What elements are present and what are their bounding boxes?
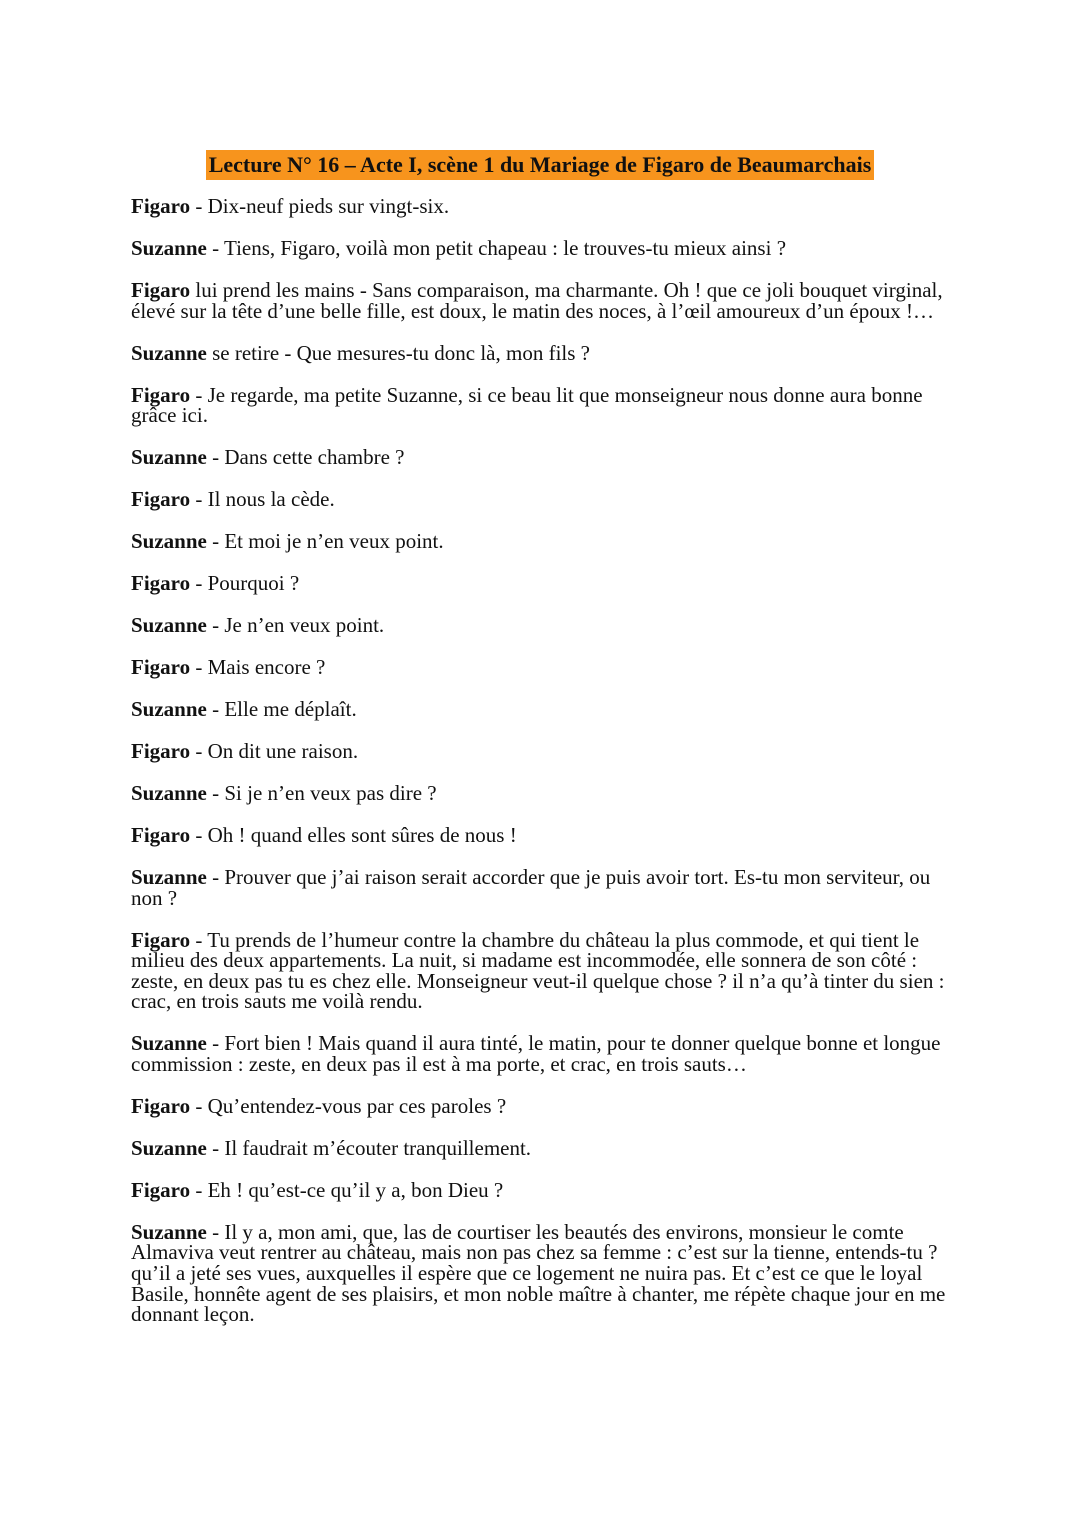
line-text: - Elle me déplaît. (206, 697, 357, 722)
line-text: - Qu’entendez-vous par ces paroles ? (190, 1093, 507, 1118)
speaker-name: Suzanne (131, 613, 207, 638)
speaker-name: Figaro (131, 1177, 191, 1202)
dialogue-line (131, 615, 946, 636)
line-text: - Et moi je n’en veux point. (206, 529, 444, 554)
document-title: Lecture N° 16 – Acte I, scène 1 du Mariage de Figaro de Beaumarchais (206, 150, 875, 180)
dialogue-line (131, 1093, 946, 1118)
dialogue-line (131, 927, 946, 1014)
line-text: - Dans cette chambre ? (206, 445, 405, 470)
speaker-name: Figaro (131, 194, 191, 218)
speaker-name: Suzanne (131, 529, 207, 554)
dialogue-line (131, 340, 946, 365)
speaker-name: Suzanne (131, 445, 207, 470)
line-text: - Dix-neuf pieds sur vingt-six. (190, 194, 450, 218)
line-text: - Prouver que j’ai raison serait accorder que je puis avoir tort. Es-tu mon serviteur, ou non ? (131, 864, 931, 910)
line-text: se retire - Que mesures-tu donc là, mon fils ? (206, 340, 590, 365)
speaker-name: Suzanne (131, 1135, 207, 1160)
dialogue-line (131, 864, 946, 910)
dialogue-line (131, 447, 946, 468)
line-text: - Fort bien ! Mais quand il aura tinté, le matin, pour te donner quelque bonne et longue commission : zeste, en deux pas il est à ma porte, et crac, en trois sauts… (131, 1031, 941, 1076)
title-container (0, 150, 1080, 180)
speaker-name: Suzanne (131, 340, 207, 365)
line-text: - Eh ! qu’est-ce qu’il y a, bon Dieu ? (190, 1177, 504, 1202)
line-text: - Tu prends de l’humeur contre la chambre du château la plus commode, et qui tient le milieu des deux appartements. La nuit, si madame est incommodée, elle sonnera de son côté : zeste, en deux pas tu es chez elle. Monseigneur veut-il quelque chose ? il n’a qu’à tinter du sien : crac, en trois sauts me voilà rendu. (131, 927, 945, 1014)
line-text: - Si je n’en veux pas dire ? (206, 780, 437, 805)
speaker-name: Figaro (131, 822, 191, 847)
speaker-name: Figaro (131, 1093, 191, 1118)
dialogue-line (131, 741, 946, 762)
line-text: - Il y a, mon ami, que, las de courtiser les beautés des environs, monsieur le comte Almaviva veut rentrer au château, mais non pas chez sa femme : c’est sur la tienne, entends-tu ? qu’il a jeté ses vues, auxquelles il espère que ce logement ne nuira pas. Et c’est ce que le loyal Basile, honnête agent de ses plaisirs, et mon noble maître à chanter, me répète chaque jour en me donnant leçon. (131, 1219, 946, 1327)
dialogue-line (131, 699, 946, 720)
speaker-name: Suzanne (131, 1031, 207, 1056)
speaker-name: Suzanne (131, 864, 207, 889)
line-text: - On dit une raison. (190, 739, 359, 763)
dialogue-body (131, 196, 946, 1346)
speaker-name: Figaro (131, 571, 191, 596)
line-text: - Il nous la cède. (190, 487, 335, 512)
line-text: - Pourquoi ? (190, 571, 300, 596)
dialogue-line (131, 1135, 946, 1160)
speaker-name: Suzanne (131, 235, 207, 260)
line-text: - Mais encore ? (190, 655, 326, 680)
speaker-name: Figaro (131, 739, 191, 763)
line-text: lui prend les mains - Sans comparaison, ma charmante. Oh ! que ce joli bouquet virginal, élevé sur la tête d’une belle fille, est doux, le matin des noces, à l’œil amoureux d’un époux !… (131, 277, 943, 323)
dialogue-line (131, 382, 946, 428)
dialogue-line (131, 196, 946, 217)
speaker-name: Suzanne (131, 697, 207, 722)
dialogue-line (131, 531, 946, 552)
dialogue-line (131, 277, 946, 323)
line-text: - Il faudrait m’écouter tranquillement. (206, 1135, 532, 1160)
dialogue-line (131, 1177, 946, 1202)
dialogue-line (131, 573, 946, 594)
dialogue-line (131, 235, 946, 260)
dialogue-line (131, 657, 946, 678)
speaker-name: Figaro (131, 927, 191, 952)
speaker-name: Suzanne (131, 780, 207, 805)
dialogue-line (131, 822, 946, 847)
speaker-name: Suzanne (131, 1219, 207, 1244)
line-text: - Je n’en veux point. (206, 613, 385, 638)
dialogue-line (131, 489, 946, 510)
line-text: - Je regarde, ma petite Suzanne, si ce beau lit que monseigneur nous donne aura bonne grâce ici. (131, 382, 923, 428)
line-text: - Oh ! quand elles sont sûres de nous ! (190, 822, 517, 847)
dialogue-line (131, 1219, 946, 1327)
dialogue-line (131, 780, 946, 805)
speaker-name: Figaro (131, 277, 191, 302)
dialogue-line (131, 1033, 946, 1074)
speaker-name: Figaro (131, 487, 191, 512)
line-text: - Tiens, Figaro, voilà mon petit chapeau : le trouves-tu mieux ainsi ? (206, 235, 787, 260)
speaker-name: Figaro (131, 655, 191, 680)
speaker-name: Figaro (131, 382, 191, 407)
